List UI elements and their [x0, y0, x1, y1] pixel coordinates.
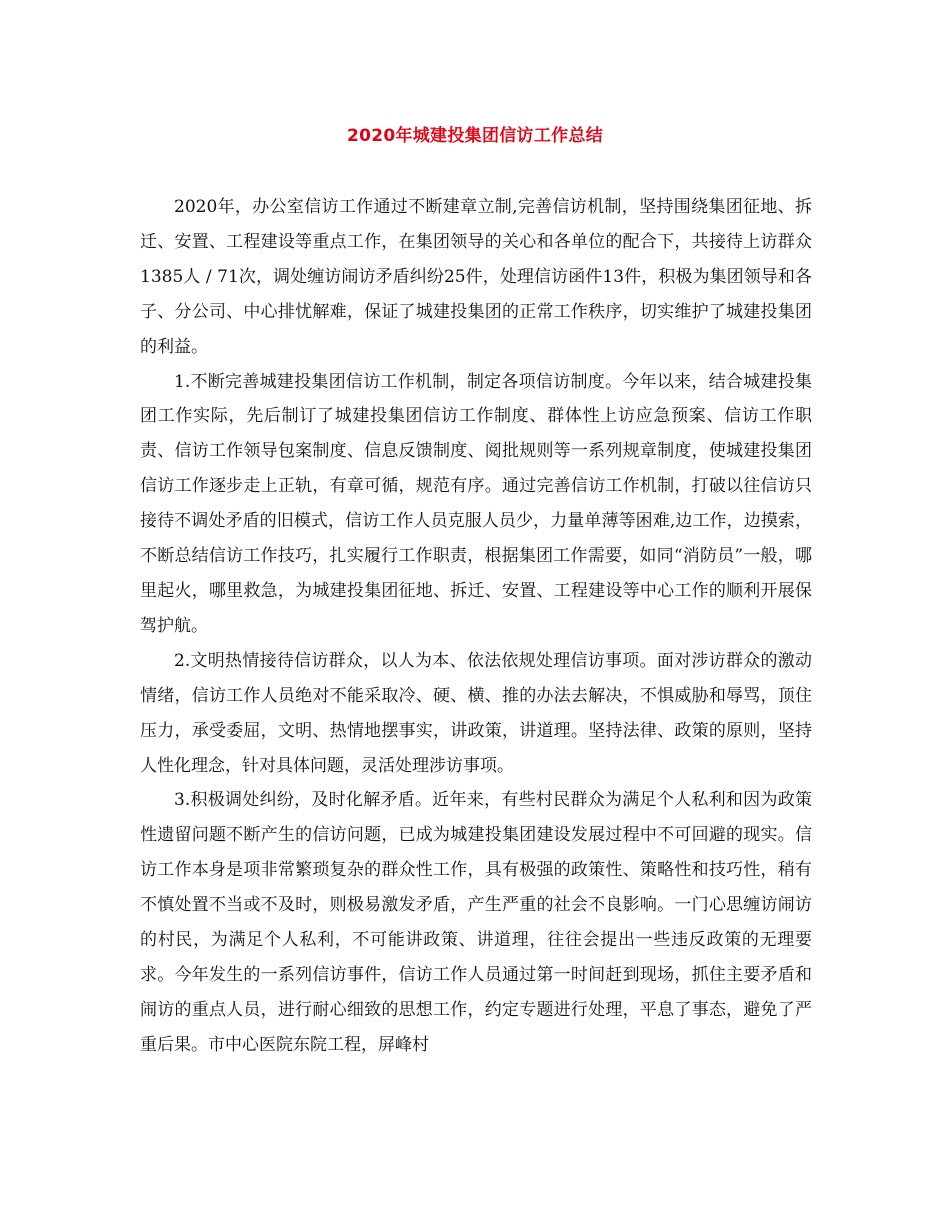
- paragraph-item-3: 3.积极调处纠纷，及时化解矛盾。近年来，有些村民群众为满足个人私利和因为政策性遗留问题不断产生的信访问题，已成为城建投集团建设发展过程中不可回避的现实。信访工作本身是项非常繁琐复杂的群众性工作，具有极强的政策性、策略性和技巧性，稍有不慎处置不当或不及时，则极易激发矛盾，产生严重的社会不良影响。一门心思缠访闹访的村民，为满足个人私利，不可能讲政策、讲道理，往往会提出一些违反政策的无理要求。今年发生的一系列信访事件，信访工作人员通过第一时间赶到现场，抓住主要矛盾和闹访的重点人员，进行耐心细致的思想工作，约定专题进行处理，平息了事态，避免了严重后果。市中心医院东院工程，屏峰村: [140, 790, 812, 1055]
- document-body: [140, 190, 812, 1063]
- paragraph-item-2: 2.文明热情接待信访群众，以人为本、依法依规处理信访事项。面对涉访群众的激动情绪，信访工作人员绝对不能采取冷、硬、横、推的办法去解决，不惧威胁和辱骂，顶住压力，承受委屈，文明、热情地摆事实，讲政策，讲道理。坚持法律、政策的原则，坚持人性化理念，针对具体问题，灵活处理涉访事项。: [140, 650, 812, 776]
- document-title: 2020年城建投集团信访工作总结: [346, 126, 604, 146]
- paragraph-intro: 2020年，办公室信访工作通过不断建章立制,完善信访机制，坚持围绕集团征地、拆迁、安置、工程建设等重点工作，在集团领导的关心和各单位的配合下，共接待上访群众1385人 / 71次，调处缠访闹访矛盾纠纷25件，处理信访函件13件，积极为集团领导和各子、分公司、中心排忧解难，保证了城建投集团的正常工作秩序，切实维护了城建投集团的利益。: [140, 197, 812, 357]
- paragraph-item-1: 1.不断完善城建投集团信访工作机制，制定各项信访制度。今年以来，结合城建投集团工作实际，先后制订了城建投集团信访工作制度、群体性上访应急预案、信访工作职责、信访工作领导包案制度、信息反馈制度、阅批规则等一系列规章制度，使城建投集团信访工作逐步走上正轨，有章可循，规范有序。通过完善信访工作机制，打破以往信访只接待不调处矛盾的旧模式，信访工作人员克服人员少，力量单薄等困难,边工作，边摸索，不断总结信访工作技巧，扎实履行工作职责，根据集团工作需要，如同“消防员”一般，哪里起火，哪里救急，为城建投集团征地、拆迁、安置、工程建设等中心工作的顺利开展保驾护航。: [140, 371, 812, 636]
